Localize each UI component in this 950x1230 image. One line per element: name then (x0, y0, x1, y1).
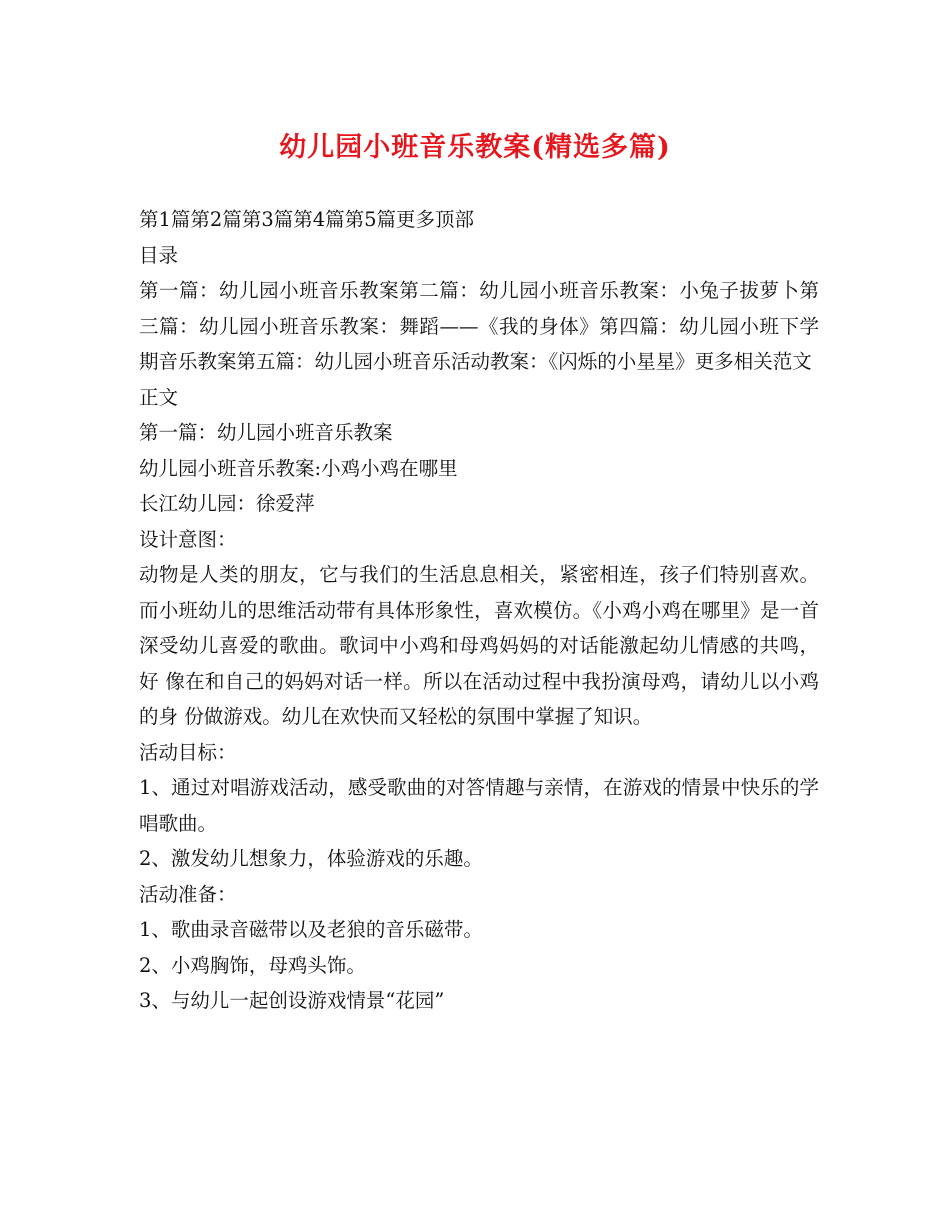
toc-body: 第一篇：幼儿园小班音乐教案第二篇：幼儿园小班音乐教案：小兔子拔萝卜第三篇：幼儿园小班音乐教案：舞蹈——《我的身体》第四篇：幼儿园小班下学期音乐教案第五篇：幼儿园小班音乐活动教案：《闪烁的小星星》更多相关范文 (139, 279, 819, 373)
body-heading: 正文 (139, 385, 179, 409)
document-content (139, 202, 819, 1019)
lesson-title: 幼儿园小班音乐教案:小鸡小鸡在哪里 (139, 456, 458, 480)
author-line: 长江幼儿园：徐爱萍 (139, 492, 315, 515)
goal-item: 2、激发幼儿想象力，体验游戏的乐趣。 (139, 847, 483, 870)
prep-heading: 活动准备： (139, 882, 237, 906)
article-heading: 第一篇：幼儿园小班音乐教案 (139, 421, 393, 444)
goals-heading: 活动目标： (139, 740, 237, 764)
design-heading: 设计意图： (139, 527, 237, 551)
prep-item: 3、与幼儿一起创设游戏情景“花园” (139, 989, 445, 1012)
document-title: 幼儿园小班音乐教案(精选多篇) (279, 132, 671, 163)
goal-item: 1、通过对唱游戏活动，感受歌曲的对答情趣与亲情，在游戏的情景中快乐的学唱歌曲。 (139, 776, 819, 835)
section-nav: 第1篇第2篇第3篇第4篇第5篇更多顶部 (139, 208, 475, 231)
design-body: 动物是人类的朋友，它与我们的生活息息相关，紧密相连，孩子们特别喜欢。 而小班幼儿的思维活动带有具体形象性，喜欢模仿。《小鸡小鸡在哪里》是一首 深受幼儿喜爱的歌曲。歌词中小鸡和母鸡妈妈的对话能激起幼儿情感的共鸣，好 像在和自己的妈妈对话一样。所以在活动过程中我扮演母鸡，请幼儿以小鸡的身 份做游戏。幼儿在欢快而又轻松的氛围中掌握了知识。 (139, 563, 819, 728)
toc-heading: 目录 (139, 243, 179, 267)
prep-item: 2、小鸡胸饰，母鸡头饰。 (139, 953, 366, 977)
prep-item: 1、歌曲录音磁带以及老狼的音乐磁带。 (139, 918, 483, 941)
